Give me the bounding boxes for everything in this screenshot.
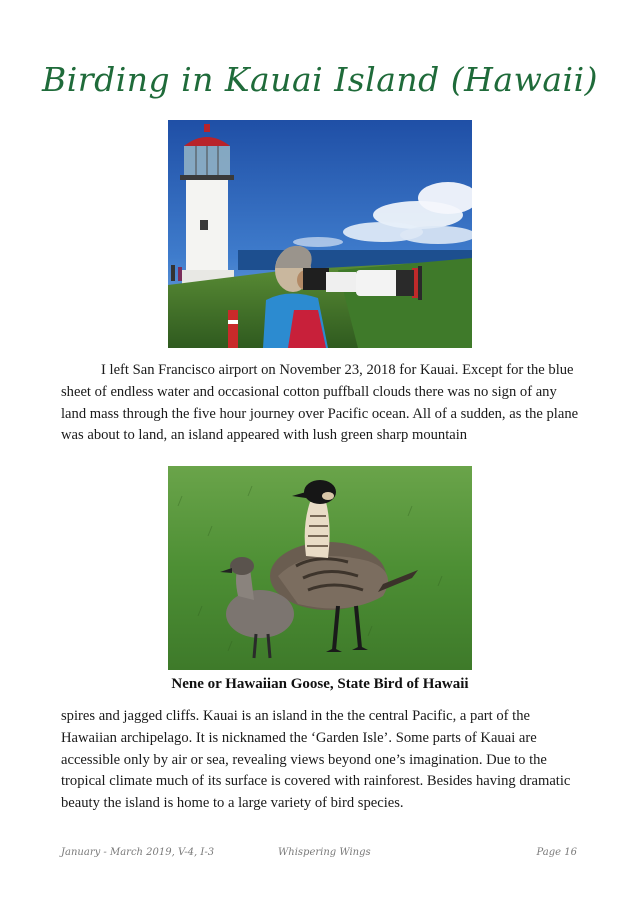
paragraph-intro: I left San Francisco airport on November 23, 2018 for Kauai. Except for the blue sheet of endless water and occasional cotton puffball clouds there was no sign of any land mass through the five hour journey over Pacific ocean. All of a sudden, as the plane was about to land, an island appeared with lush green sharp mountain: [61, 362, 579, 444]
paragraph-continued: spires and jagged cliffs. Kauai is an island in the the central Pacific, a part of the Hawaiian archipelago. It is nicknamed the ‘Garden Isle’. Some parts of Kauai are accessible only by air or sea, revealing views beyond one’s imagination. Due to the tropical climate much of its surface is covered with rainforest. Besides having dramatic beauty the island is home to a large variety of bird species.: [61, 708, 571, 812]
photo-caption: Nene or Hawaiian Goose, State Bird of Hawaii: [171, 676, 469, 692]
footer-publication: Whispering Wings: [278, 847, 371, 858]
nene-goose-photo: [168, 466, 472, 670]
page-title: Birding in Kauai Island (Hawaii): [41, 60, 599, 99]
footer-issue: January - March 2019, V-4, I-3: [61, 847, 215, 858]
lighthouse-photo: [168, 120, 472, 348]
lighthouse-photo-illustration: [168, 120, 472, 348]
nene-goose-illustration: [168, 466, 472, 670]
footer-page-number: Page 16: [536, 847, 577, 858]
